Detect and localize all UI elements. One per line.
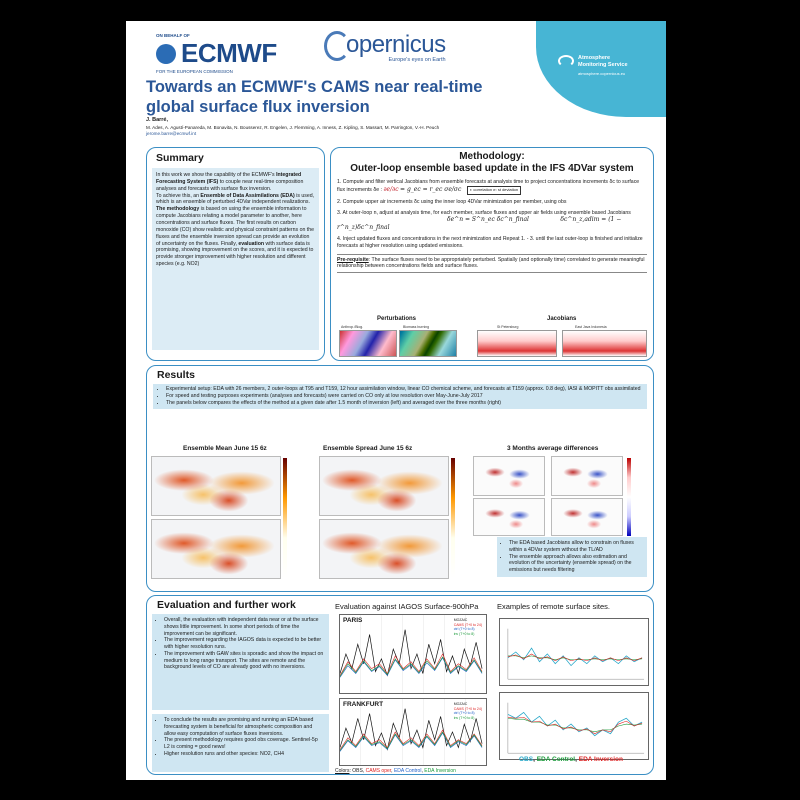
- summary-p1c: to couple near real-time composition analyses and forecasts with surface flux inversion.: [156, 178, 304, 192]
- results-setup: [153, 384, 647, 409]
- author-email[interactable]: jerome.barre@ecmwf.int: [146, 131, 197, 137]
- results-note: • The ensemble approach allows also estimation and evolution of the uncertainty (ensemble spread) on the emissions but needs filtering: [509, 554, 642, 574]
- prereq-text: : The surface fluxes need to be appropriately perturbed. Spatially (and optionally time) correlated to generate meaningful relationship between concentrations fields and surface fluxes.: [337, 256, 645, 270]
- jac-sub-1: St Petersburg: [497, 325, 519, 329]
- method-step-3-text: 3. At outer-loop n, adjust at analysis time, for each member, surface fluxes and upper air fields using ensemble based Jacobians: [337, 209, 631, 216]
- methodology-title-2: Outer-loop ensemble based update in the IFS 4DVar system: [350, 163, 634, 175]
- legend-item: inv (T+0 to 8): [453, 631, 475, 636]
- ams-label-1: Atmosphere: [578, 55, 611, 61]
- legend-item: CAMS (T+0 to 24): [453, 622, 482, 627]
- evaluation-box-1: [152, 614, 329, 710]
- equation-3b: δc^n_z,adim = (1 − r^n_z)δc^n_final: [337, 216, 622, 232]
- copernicus-c-icon: [324, 31, 350, 61]
- ecmwf-sub: FOR THE EUROPEAN COMMISSION: [156, 69, 233, 74]
- remote-legend-inv: EDA Inversion: [578, 756, 623, 763]
- legend-item: MOZAIC: [453, 702, 468, 706]
- ams-label-2: Monitoring Service: [578, 61, 628, 68]
- frankfurt-label: FRANKFURT: [343, 701, 384, 708]
- methodology-panel: [330, 147, 654, 361]
- results-bullet: • For speed and testing purposes experiments (analyses and forecasts) were carried on CO only at low resolution over May-June-July 2017: [166, 393, 641, 400]
- evaluation-bullet: • Overall, the evaluation with independent data near or at the surface shows little improvement. In some short periods of time the improvement can be significant.: [164, 617, 324, 637]
- legend-item: inv (T+0 to 8): [453, 715, 475, 720]
- prereq-label: Pre-requisite: [337, 256, 369, 263]
- summary-p3a: The methodology: [156, 206, 200, 213]
- copernicus-name: opernicus: [346, 31, 446, 58]
- method-step-4: 4. Inject updated fluxes and concentrations in the next minimization and Repeat 1. - 3. until the last outer-loop is finished and initialize forecasts at higher resolution using updated emissions.: [337, 236, 643, 249]
- summary-p3c: evaluation: [238, 240, 265, 247]
- perturbations-jacobians: [337, 316, 649, 358]
- map-spread-inv: [319, 519, 449, 579]
- color-ctrl: EDA Control: [393, 768, 422, 774]
- colorbar-spread: [451, 458, 455, 578]
- results-bullet: • The panels below compares the effects of the method at a given date after 1.5 month of inversion (left) and averaged over the three months (right): [166, 400, 641, 407]
- poster-title: Towards an ECMWF's CAMS near real-time global surface flux inversion: [146, 78, 483, 117]
- ecmwf-globe-icon: [156, 44, 176, 64]
- ecmwf-name: ECMWF: [181, 38, 277, 68]
- results-bullet: • Experimental setup: EDA with 26 members, 2 outer-loops at T95 and T159, 12 hour assimilation window, linear CO chemical scheme, and forecasts at T159 (approx. 0.8 deg), IASI & MOPITT obs assimilated: [166, 386, 641, 393]
- summary-p1a: In this work we show the capability of the ECMWF's: [156, 172, 277, 178]
- summary-p2b: Ensemble of Data Assimilations (EDA): [200, 192, 295, 199]
- equation-1-rhs: = g_ec = r_ec σe/σc: [400, 186, 462, 194]
- results-panel: [146, 365, 654, 592]
- remote-plot-2: [500, 693, 648, 759]
- poster: [126, 21, 666, 780]
- map-mean-inv: [151, 519, 281, 579]
- methodology-title-1: Methodology:: [459, 151, 525, 162]
- paris-label: PARIS: [343, 617, 363, 624]
- col-ensemble-spread: Ensemble Spread June 15 6z: [323, 445, 413, 452]
- col-3months-diff: 3 Months average differences: [507, 445, 599, 452]
- map-diff-3: [473, 498, 545, 536]
- color-inv: EDA Inversion: [424, 768, 456, 774]
- ams-url: atmosphere.copernicus.eu: [578, 71, 626, 77]
- iagos-title: Evaluation against IAGOS Surface-900hPa: [335, 602, 479, 611]
- map-mean-ctrl: [151, 456, 281, 516]
- prerequisite: [337, 254, 647, 274]
- paris-timeseries: [339, 614, 487, 694]
- remote-title: Examples of remote surface sites.: [497, 602, 610, 611]
- remote-legend-ctrl: EDA Control: [536, 756, 576, 763]
- results-notes: [497, 537, 647, 577]
- summary-p3d: with surface data is promising, showing improvement on the scores, and it is expected to provide stronger improvement with higher resolution and different species (e.g. NO2): [156, 240, 314, 268]
- equation-3a: δe^n = S^n_ec δc^n_final: [447, 216, 529, 224]
- map-diff-1: [473, 456, 545, 496]
- atmosphere-icon: [558, 55, 574, 67]
- frankfurt-legend: [454, 702, 482, 720]
- summary-panel: [146, 147, 325, 361]
- colorbar-diff: [627, 458, 631, 536]
- summary-p3b: is based on using the ensemble information to compute Jacobians relating a model parameter to another, here concentrations and surface fluxes. The first results on carbon monoxide (CO) show realistic and physical constraint patterns on the fluxes and the ensemble inversion spread can provide an evolution of uncertainty on the fluxes. Finally,: [156, 206, 315, 247]
- legend-item: CAMS (T+0 to 24): [453, 706, 482, 711]
- jac-sub-2: East Java Indonesia: [575, 325, 607, 329]
- ams-logo: [558, 55, 658, 77]
- colors-label: Colors: [335, 768, 350, 774]
- methodology-title: [337, 151, 647, 175]
- evaluation-bullet: • To conclude the results are promising and running an EDA based forecasting system is beneficial for atmospheric composition and allow easy computation of surface fluxes inversions.: [164, 717, 324, 737]
- copernicus-tag: Europe's eyes on Earth: [388, 57, 446, 63]
- colors-legend: Colors: OBS, CAMS oper, EDA Control, EDA Inversion: [335, 768, 456, 774]
- evaluation-panel: [146, 595, 654, 775]
- results-title: Results: [157, 369, 195, 381]
- summary-text: [152, 168, 319, 350]
- map-spread-ctrl: [319, 456, 449, 516]
- remote-site-plot-1: [499, 618, 649, 686]
- evaluation-box-2: [152, 714, 329, 772]
- perturbation-map-1: [339, 330, 397, 357]
- evaluation-bullet: • Higher resolution runs and other species: NO2, CH4: [164, 751, 324, 758]
- method-step-1: [337, 179, 647, 195]
- legend-item: ctrl (T+0 to 8): [453, 711, 475, 716]
- pert-sub-2: Biomass burning: [403, 325, 430, 329]
- coauthors: M. Ades, A. Agustí-Panareda, M. Bonavita, N. Bousserez, R. Engelen, J. Flemming, A. Inness, Z. Kipling, S. Massart, M. Parrington, V.-H. Peuch: [146, 124, 440, 130]
- remote-site-plot-2: [499, 692, 649, 760]
- method-step-3: [337, 210, 647, 232]
- color-obs: OBS: [352, 768, 363, 774]
- summary-p1b: Integrated Forecasting System (IFS): [156, 172, 302, 185]
- legend-item: MOZAIC: [453, 618, 468, 622]
- lead-author: J. Barré,: [146, 117, 169, 123]
- color-cams: CAMS oper: [365, 768, 392, 774]
- jacobians-label: Jacobians: [547, 316, 577, 322]
- results-note: • The EDA based Jacobians allow to constrain on fluxes within a 4DVar system without the TL/AD: [509, 540, 642, 554]
- perturbation-map-2: [399, 330, 457, 357]
- authors: [146, 117, 546, 138]
- remote-plot-1: [500, 619, 648, 685]
- col-ensemble-mean: Ensemble Mean June 15 6z: [183, 445, 267, 452]
- method-step-2: 2. Compute upper air increments δc using the inner loop 4DVar minimization per member, using obs: [337, 198, 567, 205]
- method-step-1-text: 1. Compute and filter vertical Jacobians from ensemble forecasts at analysis time to project concentrations increments δc to surface flux increments δe :: [337, 179, 640, 194]
- summary-p2a: To achieve this, an: [156, 192, 201, 199]
- legend-item: ctrl (T+0 to 8): [453, 627, 475, 632]
- copernicus-logo: [328, 31, 446, 63]
- evaluation-bullet: • The improvement regarding the IAGOS data is expected to be better with higher resolution runs.: [164, 637, 324, 651]
- equation-1-lhs: ∂e/∂c: [383, 186, 399, 194]
- evaluation-bullet: • The improvement with GAW sites is sporadic and show the impact on medium to long range transport. The sites are remote and the background levels of CO are already good with no inversions.: [164, 651, 324, 671]
- pert-sub-1: Anthrop./Biog.: [341, 325, 364, 329]
- summary-title: Summary: [156, 152, 204, 164]
- frankfurt-timeseries: [339, 698, 487, 766]
- jacobian-plot-1: [477, 330, 557, 357]
- summary-p2c: is used, which is an ensemble of perturbed 4DVar independent realizations.: [156, 192, 315, 206]
- evaluation-title: Evaluation and further work: [157, 599, 296, 611]
- remote-legend-obs: OBS: [519, 756, 534, 763]
- colorbar-mean: [283, 458, 287, 578]
- remote-legend: OBS, EDA Control, EDA Inversion: [519, 756, 623, 763]
- map-diff-4: [551, 498, 623, 536]
- perturbations-label: Perturbations: [377, 316, 417, 322]
- jacobian-plot-2: [562, 330, 647, 357]
- paris-legend: [454, 618, 482, 636]
- ecmwf-small: ON BEHALF OF: [156, 33, 190, 38]
- ecmwf-logo: [156, 33, 277, 74]
- equation-1-note: r: correlation σ: st deviation: [467, 186, 521, 195]
- map-diff-2: [551, 456, 623, 496]
- evaluation-bullet: • The present methodology requires good obs coverage. Sentinel-5p L2 is coming = good news!: [164, 737, 324, 751]
